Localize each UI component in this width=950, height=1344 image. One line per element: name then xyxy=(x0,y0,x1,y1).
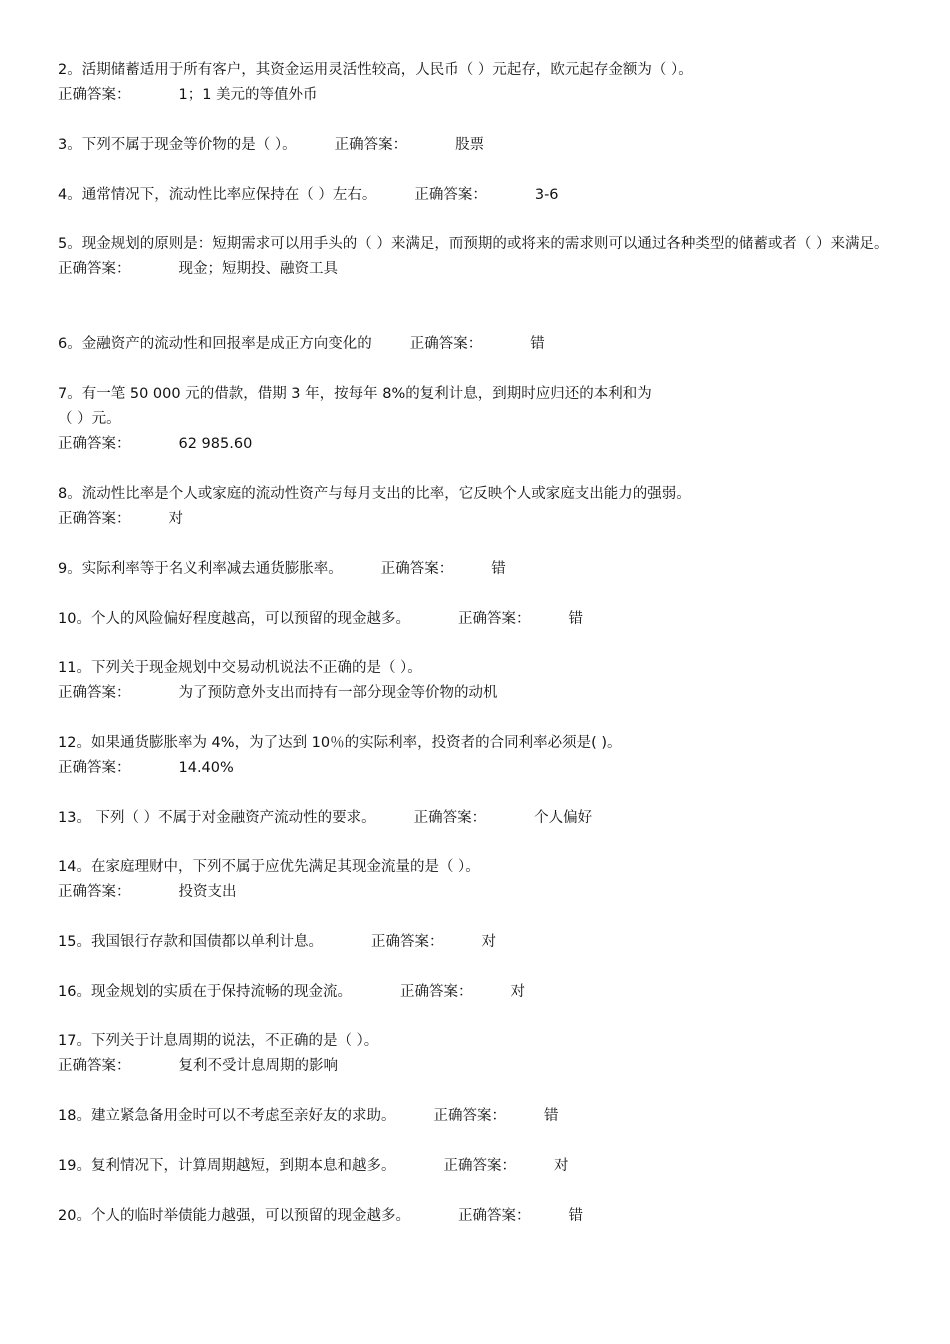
question-item xyxy=(58,1154,898,1179)
answer-label: 正确答案： xyxy=(399,984,473,1000)
question-text: 如果通货膨胀率为 4%，为了达到 10％的实际利率，投资者的合同利率必须是( )。 xyxy=(90,735,622,751)
question-number: 7。 xyxy=(58,386,82,402)
question-number: 12。 xyxy=(58,735,91,751)
answer-label: 正确答案： xyxy=(443,1158,516,1174)
answer-value: 错 xyxy=(568,1208,583,1224)
answer-label: 正确答案： xyxy=(380,561,454,577)
answer-value: 对 xyxy=(481,934,496,950)
answer-value: 股票 xyxy=(455,137,485,153)
question-item xyxy=(58,183,898,208)
answer-value: 错 xyxy=(491,561,506,577)
question-item xyxy=(58,731,898,781)
answer-value: 对 xyxy=(553,1158,569,1174)
answer-label: 正确答案： xyxy=(58,261,131,277)
answer-value: 错 xyxy=(568,611,583,627)
question-item xyxy=(58,656,898,706)
question-text: 活期储蓄适用于所有客户，其资金运用灵活性较高，人民币（ ）元起存，欧元起存金额为（ ）。 xyxy=(81,62,693,78)
question-number: 14。 xyxy=(58,859,91,875)
answer-label: 正确答案： xyxy=(58,511,131,527)
question-number: 17。 xyxy=(58,1033,91,1049)
question-number: 20。 xyxy=(58,1208,91,1224)
question-text: 下列不属于现金等价物的是（ ）。 xyxy=(81,137,297,153)
answer-value: 投资支出 xyxy=(178,884,237,900)
answer-value: 对 xyxy=(510,984,525,1000)
question-item xyxy=(58,607,898,632)
question-text: 个人的临时举债能力越强，可以预留的现金越多。 xyxy=(90,1208,410,1224)
question-text: 个人的风险偏好程度越高，可以预留的现金越多。 xyxy=(90,611,410,627)
question-item xyxy=(58,557,898,582)
answer-value: 现金；短期投、融资工具 xyxy=(178,261,338,277)
question-number: 4。 xyxy=(58,187,82,203)
answer-label: 正确答案： xyxy=(58,884,131,900)
question-text: 下列关于计息周期的说法，不正确的是（ ）。 xyxy=(90,1033,379,1049)
question-text: 通常情况下，流动性比率应保持在（ ）左右。 xyxy=(81,187,377,203)
answer-value: 为了预防意外支出而持有一部分现金等价物的动机 xyxy=(178,685,498,701)
answer-label: 正确答案： xyxy=(58,1058,131,1074)
answer-label: 正确答案： xyxy=(457,611,531,627)
question-item xyxy=(58,133,898,158)
question-item xyxy=(58,382,898,457)
question-item xyxy=(58,806,898,831)
question-number: 6。 xyxy=(58,336,82,352)
question-number: 19。 xyxy=(58,1158,91,1174)
answer-value: 错 xyxy=(530,336,545,352)
question-item xyxy=(58,1104,898,1129)
question-item xyxy=(58,332,898,357)
question-item xyxy=(58,930,898,955)
answer-value: 错 xyxy=(543,1108,559,1124)
question-number: 5。 xyxy=(58,236,82,252)
question-text: 现金规划的实质在于保持流畅的现金流。 xyxy=(90,984,352,1000)
question-item xyxy=(58,1204,898,1229)
question-text: 建立紧急备用金时可以不考虑至亲好友的求助。 xyxy=(90,1108,396,1124)
question-item xyxy=(58,58,898,108)
answer-label: 正确答案： xyxy=(409,336,483,352)
question-number: 18。 xyxy=(58,1108,91,1124)
question-text: 有一笔 50 000 元的借款，借期 3 年，按每年 8%的复利计息，到期时应归还的本利和为 xyxy=(81,386,652,402)
answer-value: 复利不受计息周期的影响 xyxy=(178,1058,338,1074)
question-text: 实际利率等于名义利率减去通货膨胀率。 xyxy=(81,561,343,577)
answer-label: 正确答案： xyxy=(457,1208,531,1224)
answer-value: 1；1 美元的等值外币 xyxy=(178,87,318,103)
question-text: 在家庭理财中，下列不属于应优先满足其现金流量的是（ ）。 xyxy=(90,859,480,875)
answer-label: 正确答案： xyxy=(433,1108,506,1124)
answer-value: 个人偏好 xyxy=(534,810,593,826)
question-number: 3。 xyxy=(58,137,82,153)
question-text: 现金规划的原则是：短期需求可以用手头的（ ）来满足，而预期的或将来的需求则可以通过各种类型的储蓄或者（ ）来满足。 xyxy=(81,236,889,252)
question-item xyxy=(58,980,898,1005)
question-item xyxy=(58,1029,898,1079)
question-number: 2。 xyxy=(58,62,82,78)
question-number: 11。 xyxy=(58,660,91,676)
question-number: 8。 xyxy=(58,486,82,502)
answer-value: 14.40% xyxy=(178,760,234,776)
question-text: 下列（ ）不属于对金融资产流动性的要求。 xyxy=(90,810,376,826)
question-item xyxy=(58,855,898,905)
answer-label: 正确答案： xyxy=(58,685,131,701)
question-text: 下列关于现金规划中交易动机说法不正确的是（ ）。 xyxy=(90,660,422,676)
question-number: 15。 xyxy=(58,934,91,950)
answer-value: 3-6 xyxy=(534,187,559,203)
answer-value: 62 985.60 xyxy=(178,436,253,452)
question-text: 流动性比率是个人或家庭的流动性资产与每月支出的比率，它反映个人或家庭支出能力的强弱。 xyxy=(81,486,691,502)
question-number: 10。 xyxy=(58,611,91,627)
question-item xyxy=(58,482,898,532)
question-text-continued: （ ）元。 xyxy=(58,411,121,427)
answer-label: 正确答案： xyxy=(370,934,444,950)
question-number: 9。 xyxy=(58,561,82,577)
question-number: 13。 xyxy=(58,810,91,826)
question-number: 16。 xyxy=(58,984,91,1000)
answer-label: 正确答案： xyxy=(413,810,487,826)
answer-value: 对 xyxy=(168,511,183,527)
answer-label: 正确答案： xyxy=(414,187,487,203)
question-text: 我国银行存款和国债都以单利计息。 xyxy=(90,934,323,950)
question-text: 复利情况下，计算周期越短，到期本息和越多。 xyxy=(90,1158,396,1174)
answer-label: 正确答案： xyxy=(58,436,131,452)
answer-label: 正确答案： xyxy=(58,760,131,776)
question-text: 金融资产的流动性和回报率是成正方向变化的 xyxy=(81,336,372,352)
question-item xyxy=(58,232,898,282)
answer-label: 正确答案： xyxy=(58,87,131,103)
answer-label: 正确答案： xyxy=(334,137,408,153)
